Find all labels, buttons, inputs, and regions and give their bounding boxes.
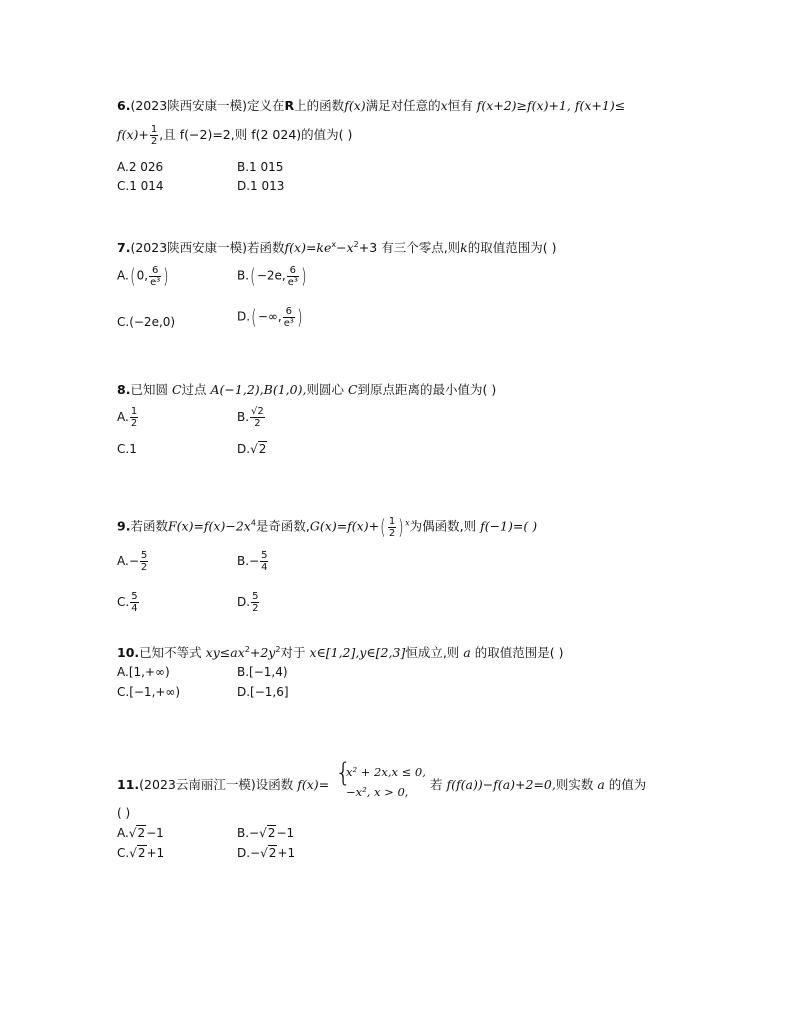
option-c: C.[−1,+∞) [117, 685, 181, 699]
fraction: $\frac{1}{2}$ [150, 124, 158, 147]
option-a: A. $\frac{1}{2}$ [117, 406, 138, 429]
question-8: 8.已知圆 C过点 A(−1,2),B(1,0),则圆心 C到原点距离的最小值为( ) [117, 382, 497, 397]
option-d: D.√2 [237, 442, 267, 456]
option-b: B.− $\frac{5}{4}$ [237, 550, 268, 573]
option-d: D. $\frac{5}{2}$ [237, 591, 259, 614]
option-a: A.− $\frac{5}{2}$ [117, 550, 148, 573]
question-9: 9.若函数$F(x)=f(x)-2x^4$是奇函数,G(x)=f(x)+( $\frac{1}{2}$ )$^x$为偶函数,则 f(−1)=( ) [117, 515, 538, 539]
question-10: 10.已知不等式 $xy\le ax^2+2y^2$对于 x∈[1,2],y∈[2,3]恒成立,则 a 的取值范围是( ) [117, 644, 564, 660]
piecewise-brace: { [335, 758, 352, 788]
option-a: A.(0, $\frac{6}{\text{e³}}$ ) [117, 264, 169, 288]
option-b: B.(−2e, $\frac{6}{\text{e³}}$ ) [237, 264, 307, 288]
answer-paren: ( ) [117, 806, 131, 820]
question-7: 7.(2023陕西安康一模)若函数$f(x)=ke^x-x^2+3$ 有三个零点,则k的取值范围为( ) [117, 239, 557, 255]
question-11-cond: 若 f(f(a))−f(a)+2=0,则实数 a 的值为 [430, 777, 647, 792]
option-d: D.−√2+1 [237, 846, 296, 860]
option-d: D.1 013 [237, 179, 285, 193]
option-c: C. $\frac{5}{4}$ [117, 591, 138, 614]
option-a: A.[1,+∞) [117, 665, 170, 679]
piecewise-case-2: −x², x > 0, [346, 785, 409, 799]
question-6-line2: f(x)+ $\frac{1}{2}$ ,且 f(−2)=2,则 f(2 024)的值为( ) [117, 124, 353, 147]
option-c: C.(−2e,0) [117, 315, 176, 329]
option-d: D.(−∞, $\frac{6}{\text{e³}}$ ) [237, 305, 303, 329]
option-a: A.√2−1 [117, 826, 164, 840]
option-a: A.2 026 [117, 160, 164, 174]
question-6: 6.(2023陕西安康一模)定义在R上的函数f(x)满足对任意的x恒有 f(x+2)≥f(x)+1, f(x+1)≤ [117, 98, 626, 113]
question-11: 11.(2023云南丽江一模)设函数 f(x)= [117, 777, 330, 792]
option-d: D.[−1,6] [237, 685, 289, 699]
option-b: B.−√2−1 [237, 826, 295, 840]
option-c: C.1 014 [117, 179, 164, 193]
option-b: B.1 015 [237, 160, 284, 174]
option-b: B.[−1,4) [237, 665, 288, 679]
option-c: C.√2+1 [117, 846, 165, 860]
piecewise-case-1: x² + 2x,x ≤ 0, [346, 765, 426, 779]
question-number: 6. [117, 98, 131, 113]
option-c: C.1 [117, 442, 137, 456]
option-b: B. $\frac{√2}{2}$ [237, 406, 264, 429]
